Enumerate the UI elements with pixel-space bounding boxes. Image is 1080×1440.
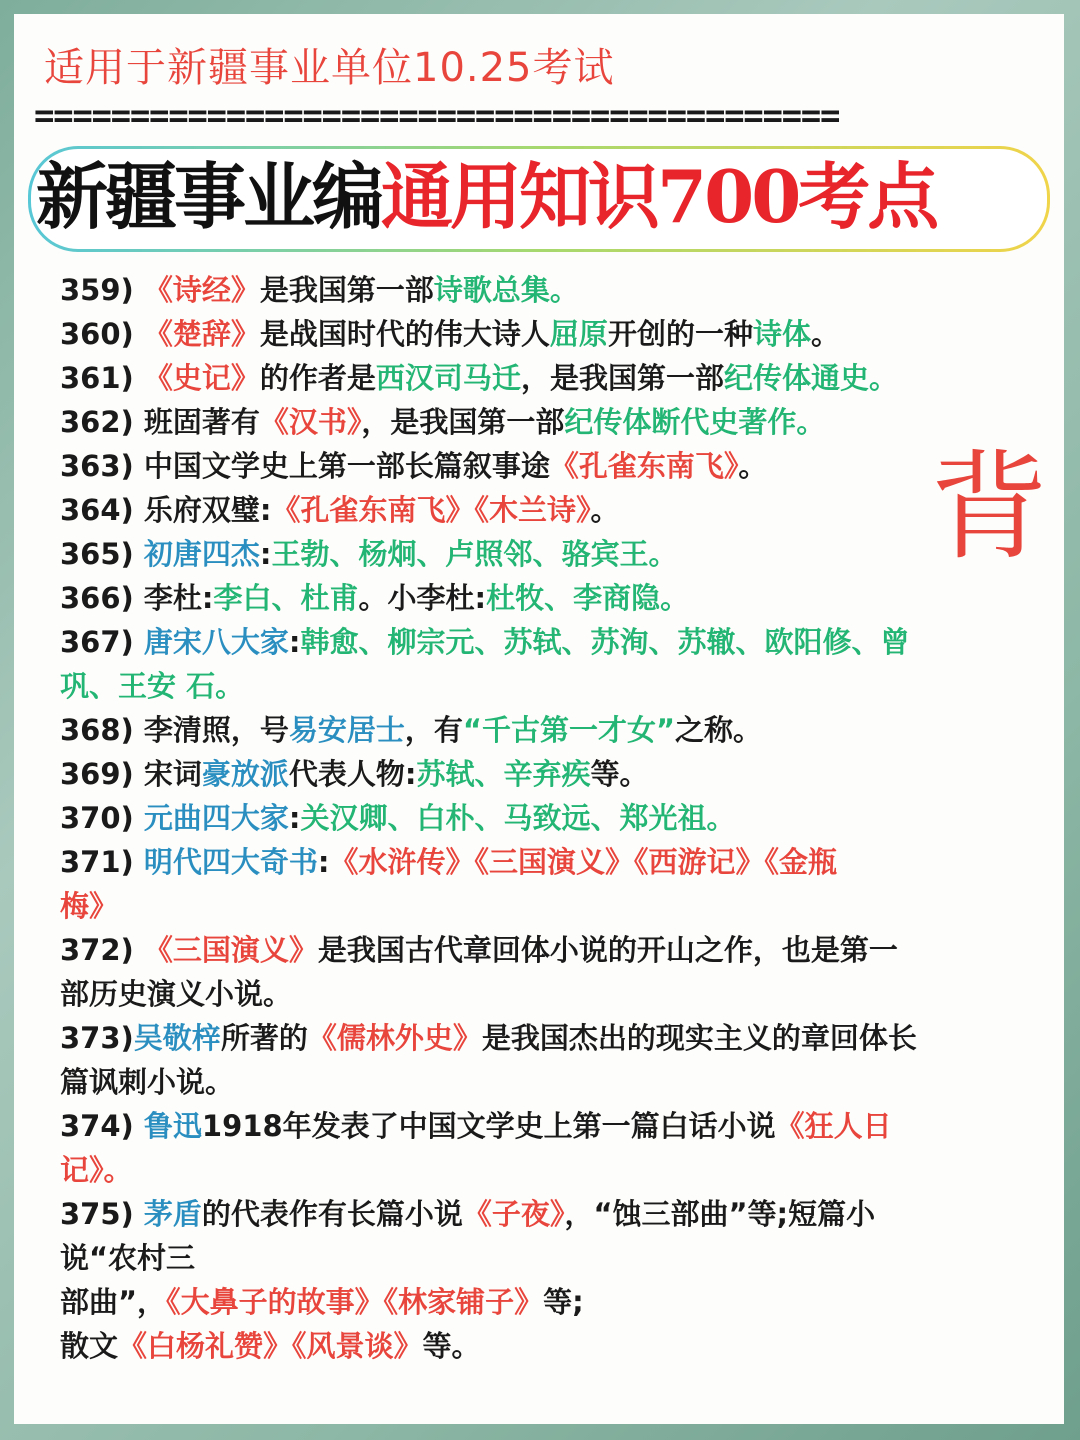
text-segment: 韩愈、柳宗元、苏轼、苏洵、苏辙、欧阳修、曾 (300, 625, 910, 659)
text-segment: 《汉书》 (259, 405, 362, 439)
page-title (36, 147, 1036, 247)
text-segment: 371) (60, 845, 144, 879)
text-segment: 《三国演义》 (143, 933, 318, 967)
text-segment: 359) (60, 273, 144, 307)
list-item (60, 356, 980, 400)
text-segment: 的代表作有长篇小说 (201, 1197, 463, 1231)
text-segment: 梅》 (60, 889, 119, 923)
title-red-part: 通用知识700考点 (381, 154, 937, 239)
list-item-continued (60, 1060, 980, 1104)
text-segment: 关汉卿、白朴、马致远、郑光祖。 (300, 801, 736, 835)
text-segment: 苏轼、辛弃疾 (416, 757, 591, 791)
text-segment: 部曲”， (60, 1285, 167, 1319)
text-segment: 记》。 (60, 1153, 133, 1187)
text-segment: 369) 宋词 (60, 757, 202, 791)
text-segment: 365) (60, 537, 144, 571)
list-item (60, 840, 980, 884)
text-segment: 部历史演义小说。 (60, 977, 293, 1011)
text-segment: “千古第一才女” (462, 713, 676, 747)
list-item-continued (60, 972, 980, 1016)
divider-line: ========================================== (34, 96, 840, 136)
text-segment: 易安居士 (288, 713, 405, 747)
text-segment: 364) 乐府双璧: (60, 493, 272, 527)
text-segment: 诗体 (752, 317, 811, 351)
text-segment: 367) (60, 625, 144, 659)
text-segment: 366) 李杜: (60, 581, 214, 615)
text-segment: 。小李杜: (358, 581, 487, 615)
text-segment: 等; (543, 1285, 584, 1319)
text-segment: 之称。 (675, 713, 763, 747)
text-segment: 元曲四大家 (143, 801, 289, 835)
text-segment: 。 (738, 449, 768, 483)
text-segment: 《孔雀东南飞》 (549, 449, 739, 483)
text-segment: 豪放派 (201, 757, 289, 791)
text-segment: 。 (590, 493, 620, 527)
knowledge-list (60, 268, 980, 1368)
text-segment: 茅盾 (143, 1197, 202, 1231)
list-item-continued (60, 1324, 980, 1368)
text-segment: 《楚辞》 (143, 317, 260, 351)
list-item-continued (60, 1280, 980, 1324)
list-item (60, 796, 980, 840)
list-item (60, 444, 980, 488)
text-segment: 王勃、杨炯、卢照邻、骆宾王。 (271, 537, 678, 571)
text-segment: 开创的一种 (607, 317, 753, 351)
text-segment: 1918年发表了中国文学史上第一篇白话小说 (201, 1109, 776, 1143)
text-segment: ，是我国第一部 (520, 361, 724, 395)
list-item (60, 488, 980, 532)
text-segment: 说“农村三 (60, 1241, 196, 1275)
text-segment: 《狂人日 (775, 1109, 892, 1143)
text-segment: 368) 李清照，号 (60, 713, 289, 747)
text-segment: 屈原 (549, 317, 608, 351)
text-segment: 361) (60, 361, 144, 395)
list-item-continued (60, 1148, 980, 1192)
list-item (60, 268, 980, 312)
text-segment: 375) (60, 1197, 144, 1231)
list-item (60, 1104, 980, 1148)
text-segment: 代表人物: (288, 757, 417, 791)
memorize-stamp: 背 (930, 438, 1049, 576)
text-segment: 372) (60, 933, 144, 967)
text-segment: ，是我国第一部 (361, 405, 565, 439)
text-segment: 散文 (60, 1329, 119, 1363)
text-segment: 370) (60, 801, 144, 835)
text-segment: 362) 班固著有 (60, 405, 260, 439)
text-segment: ，有 (404, 713, 463, 747)
text-segment: 360) (60, 317, 144, 351)
text-segment: 鲁迅 (143, 1109, 202, 1143)
text-segment: 363) 中国文学史上第一部长篇叙事途 (60, 449, 550, 483)
text-segment: 《水浒传》《三国演义》《西游记》《金瓶 (329, 845, 838, 879)
list-item (60, 1192, 980, 1236)
list-item (60, 312, 980, 356)
text-segment: 初唐四杰 (143, 537, 260, 571)
text-segment: 吴敬梓 (133, 1021, 221, 1055)
text-segment: 等。 (590, 757, 649, 791)
text-segment: 《诗经》 (143, 273, 260, 307)
text-segment: 《白杨礼赞》《风景谈》 (118, 1329, 423, 1363)
list-item (60, 576, 980, 620)
text-segment: 是我国杰出的现实主义的章回体长 (481, 1021, 917, 1055)
text-segment: 是我国第一部 (259, 273, 434, 307)
text-segment: 等。 (422, 1329, 481, 1363)
text-segment: 。 (810, 317, 840, 351)
text-segment: 373) (60, 1021, 134, 1055)
text-segment: 是战国时代的伟大诗人 (259, 317, 550, 351)
list-item (60, 400, 980, 444)
text-segment: ，“蚀三部曲”等;短篇小 (564, 1197, 876, 1231)
list-item (60, 752, 980, 796)
text-segment: : (288, 801, 301, 835)
text-segment: 《大鼻子的故事》《林家铺子》 (166, 1285, 544, 1319)
list-item (60, 708, 980, 752)
exam-note: 适用于新疆事业单位10.25考试 (44, 45, 615, 91)
text-segment: 《儒林外史》 (307, 1021, 482, 1055)
text-segment: 杜牧、李商隐。 (486, 581, 690, 615)
text-segment: 《史记》 (143, 361, 260, 395)
list-item-continued (60, 1236, 980, 1280)
text-segment: 西汉司马迁 (375, 361, 521, 395)
list-item-continued (60, 664, 980, 708)
text-segment: 明代四大奇书 (143, 845, 318, 879)
text-segment: 《子夜》 (462, 1197, 565, 1231)
text-segment: : (317, 845, 330, 879)
list-item (60, 620, 980, 664)
text-segment: 纪传体通史。 (723, 361, 898, 395)
list-item (60, 928, 980, 972)
text-segment: 所著的 (220, 1021, 308, 1055)
text-segment: : (288, 625, 301, 659)
list-item-continued (60, 884, 980, 928)
text-segment: 是我国古代章回体小说的开山之作，也是第一 (317, 933, 898, 967)
title-black-part: 新疆事业编 (36, 154, 382, 239)
text-segment: 374) (60, 1109, 144, 1143)
text-segment: 唐宋八大家 (143, 625, 289, 659)
text-segment: 纪传体断代史著作。 (564, 405, 826, 439)
text-segment: 李白、杜甫 (213, 581, 359, 615)
text-segment: 巩、王安 石。 (60, 669, 245, 703)
text-segment: 《孔雀东南飞》《木兰诗》 (271, 493, 591, 527)
list-item (60, 1016, 980, 1060)
text-segment: 篇讽刺小说。 (60, 1065, 235, 1099)
list-item (60, 532, 980, 576)
text-segment: 诗歌总集。 (433, 273, 579, 307)
text-segment: 的作者是 (259, 361, 376, 395)
text-segment: : (259, 537, 272, 571)
